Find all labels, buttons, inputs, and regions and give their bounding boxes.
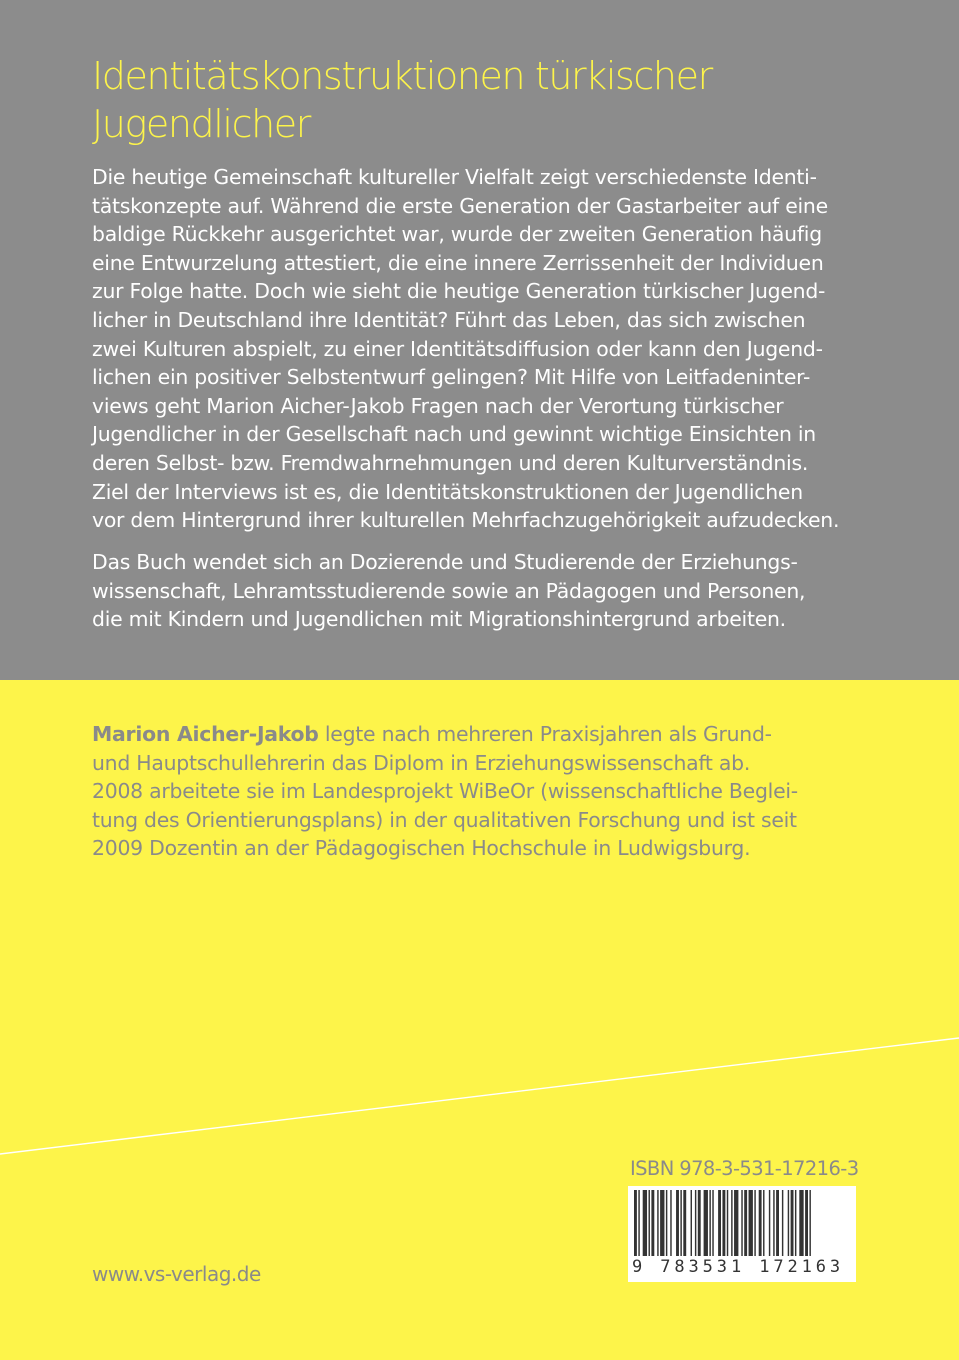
barcode-bar (698, 1190, 701, 1256)
barcode-bar (749, 1190, 753, 1256)
barcode-bar (727, 1190, 728, 1256)
barcode-bar (722, 1190, 725, 1256)
text-line: Ziel der Interviews ist es, die Identitätskonstruktionen der Jugendlichen (92, 479, 803, 504)
text-line: 2008 arbeitete sie im Landesprojekt WiBeOr (wissenschaftliche Beglei- (92, 779, 798, 804)
barcode-bar (744, 1190, 747, 1256)
title-line: Jugendlicher (92, 102, 310, 146)
barcode-bar (769, 1190, 770, 1256)
text-line: Die heutige Gemeinschaft kultureller Vielfalt zeigt verschiedenste Identi- (92, 165, 817, 189)
text-line: und Hauptschullehrerin das Diplom in Erziehungswissenschaft ab. (92, 750, 751, 775)
barcode-digits: 9 783531 172163 (632, 1257, 845, 1277)
text-line: zur Folge hatte. Doch wie sieht die heutige Generation türkischer Jugend- (92, 279, 826, 304)
barcode-bar (691, 1190, 692, 1256)
isbn: ISBN 978-3-531-17216-3 (630, 1157, 859, 1180)
barcode-bar (649, 1190, 650, 1256)
text-line: wissenschaft, Lehramtsstudierende sowie an Pädagogen und Personen, (92, 578, 806, 603)
barcode-bar (670, 1190, 671, 1256)
barcode-bar (638, 1190, 639, 1256)
author-bio (92, 720, 892, 863)
diagonal-line (0, 990, 959, 1160)
barcode-bar (657, 1190, 658, 1256)
barcode-bar (634, 1190, 637, 1256)
author-name: Marion Aicher-Jakob (92, 722, 319, 746)
text-line: tätskonzepte auf. Während die erste Generation der Gastarbeiter auf eine (92, 193, 828, 218)
barcode-bar (660, 1190, 664, 1256)
text-line: eine Entwurzelung attestiert, die eine innere Zerrissenheit der Individuen (92, 250, 824, 275)
book-title (92, 52, 912, 148)
text-line (92, 720, 892, 749)
text-line: 2009 Dozentin an der Pädagogischen Hochschule in Ludwigsburg. (92, 836, 751, 861)
barcode-bar (734, 1190, 738, 1256)
barcode-bar (741, 1190, 742, 1256)
barcode-bar (788, 1190, 789, 1256)
text-line: die mit Kindern und Jugendlichen mit Migrationshintergrund arbeiten. (92, 607, 786, 632)
barcode-bar (759, 1190, 762, 1256)
text-line: Das Buch wendet sich an Dozierende und Studierende der Erziehungs- (92, 550, 798, 574)
barcode-bar (680, 1190, 681, 1256)
barcode-bar (799, 1190, 803, 1256)
description-paragraph-2 (92, 548, 892, 634)
barcode-bar (782, 1190, 783, 1256)
barcode-bar (704, 1190, 708, 1256)
barcode-bar (666, 1190, 667, 1256)
barcode-bar (809, 1190, 810, 1256)
barcode (628, 1186, 856, 1282)
barcode-bar (791, 1190, 794, 1256)
text-line: Jugendlicher in der Gesellschaft nach und gewinnt wichtige Einsichten in (92, 422, 816, 447)
text-line: lichen ein positiver Selbstentwurf gelingen? Mit Hilfe von Leitfadeninter- (92, 365, 811, 390)
barcode-bar (754, 1190, 755, 1256)
title-line: Identitätskonstruktionen türkischer (92, 54, 712, 98)
barcode-bar (643, 1190, 647, 1256)
barcode-bar (776, 1190, 779, 1256)
barcode-bar (731, 1190, 732, 1256)
text-line: views geht Marion Aicher-Jakob Fragen nach der Verortung türkischer (92, 393, 784, 418)
barcode-bar (695, 1190, 696, 1256)
barcode-bar (712, 1190, 713, 1256)
text-line: baldige Rückkehr ausgerichtet war, wurde der zweiten Generation häufig (92, 222, 822, 247)
barcode-bar (763, 1190, 764, 1256)
text-line: licher in Deutschland ihre Identität? Führt das Leben, das sich zwischen (92, 307, 806, 332)
text-line: vor dem Hintergrund ihrer kulturellen Mehrfachzugehörigkeit aufzudecken. (92, 508, 840, 533)
text-line: zwei Kulturen abspielt, zu einer Identitätsdiffusion oder kann den Jugend- (92, 336, 823, 361)
barcode-bar (683, 1190, 686, 1256)
barcode-bar (709, 1190, 710, 1256)
barcode-bar (676, 1190, 679, 1256)
publisher-website: www.vs-verlag.de (92, 1262, 261, 1286)
barcode-bar (773, 1190, 774, 1256)
description-paragraph-1 (92, 163, 892, 535)
barcode-bar (795, 1190, 796, 1256)
barcode-bar (805, 1190, 808, 1256)
text-line: tung des Orientierungsplans) in der qualitativen Forschung und ist seit (92, 807, 797, 832)
author-bio-first-line: legte nach mehreren Praxisjahren als Grund- (318, 722, 772, 746)
barcode-bar (718, 1190, 721, 1256)
text-line: deren Selbst- bzw. Fremdwahrnehmungen und deren Kulturverständnis. (92, 450, 809, 475)
barcode-bar (651, 1190, 654, 1256)
